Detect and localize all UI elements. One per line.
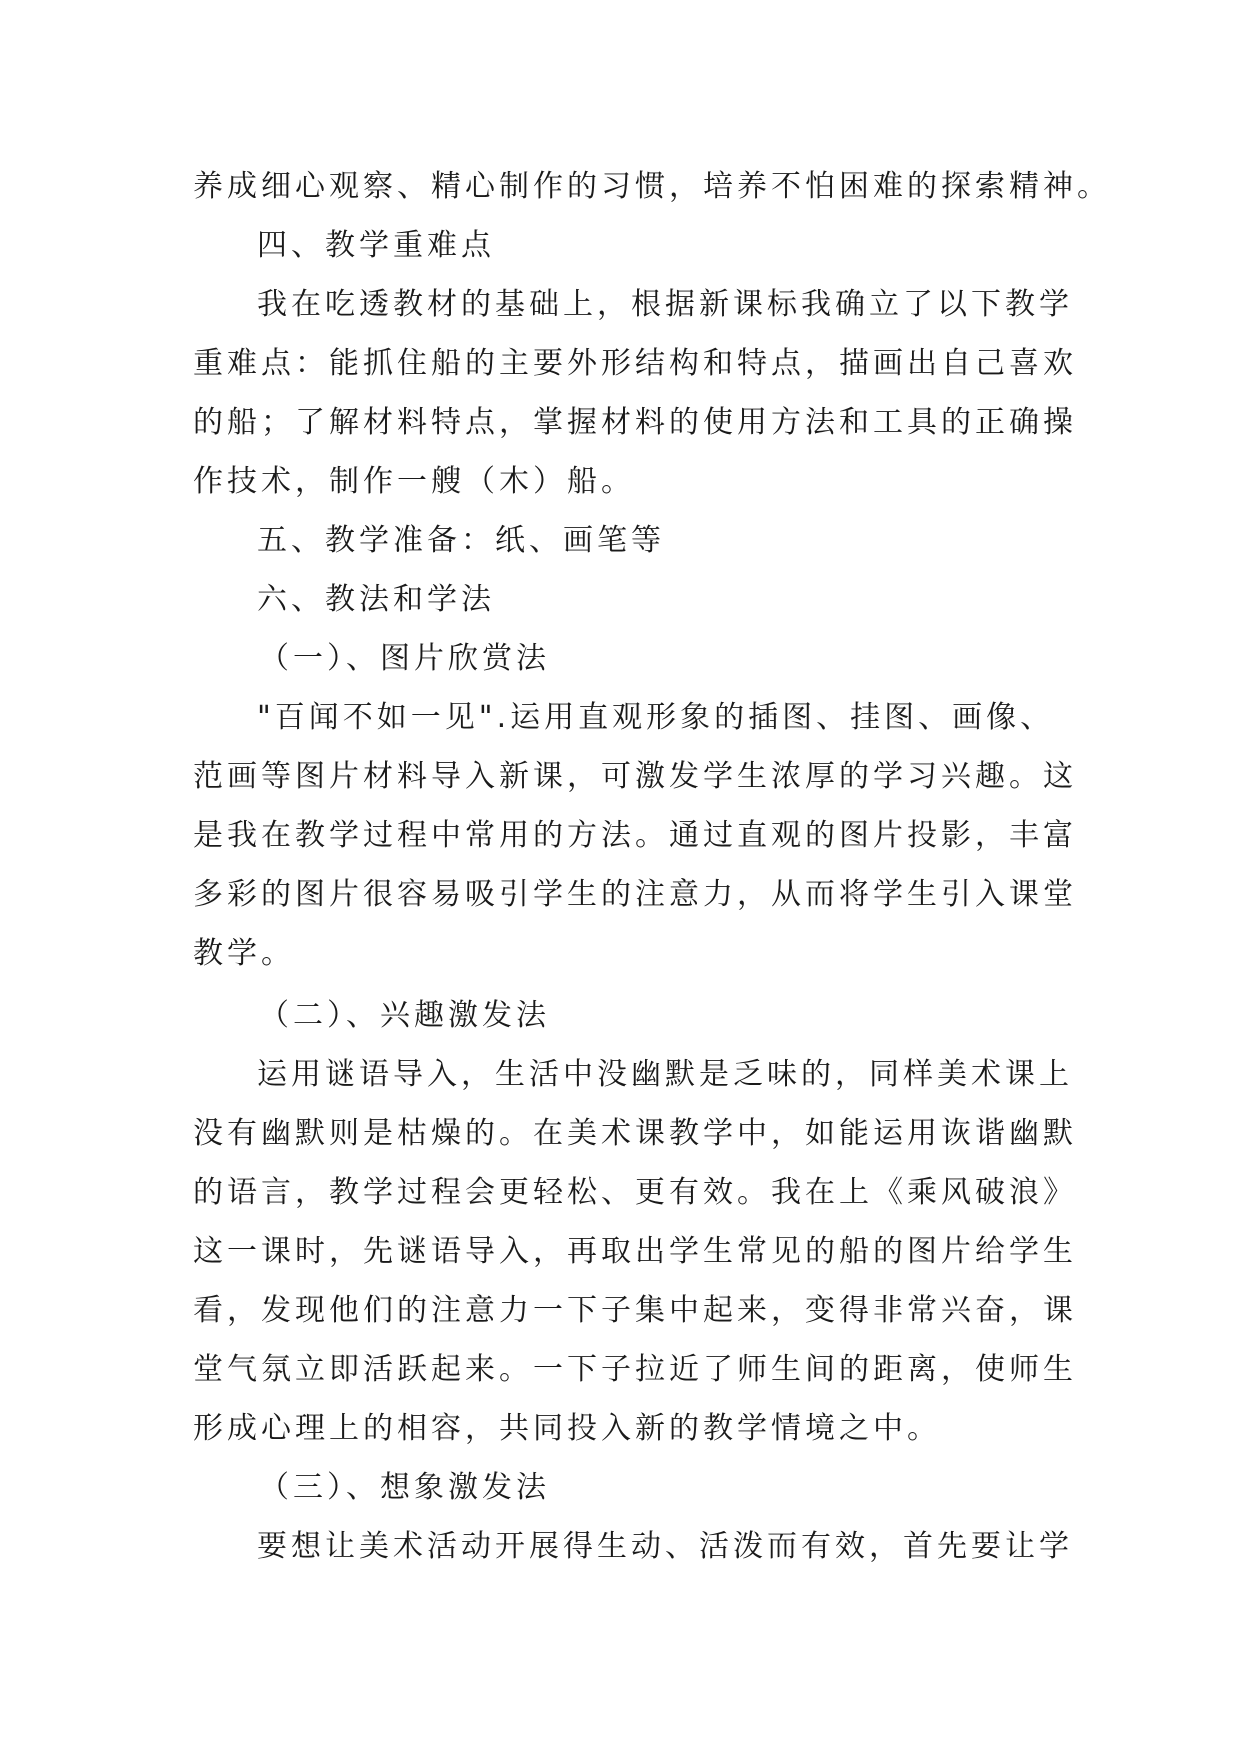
subsection-heading-3: （三）、想象激发法 — [259, 1470, 550, 1505]
subsection-heading-2: （二）、兴趣激发法 — [259, 998, 550, 1033]
paragraph-line: 多彩的图片很容易吸引学生的注意力，从而将学生引入课堂 — [193, 877, 1077, 912]
paragraph-line: "百闻不如一见".运用直观形象的插图、挂图、画像、 — [257, 700, 1055, 735]
paragraph-line: 这一课时，先谜语导入，再取出学生常见的船的图片给学生 — [193, 1234, 1077, 1269]
subsection-heading-1: （一）、图片欣赏法 — [259, 641, 550, 676]
paragraph-line: 养成细心观察、精心制作的习惯，培养不怕困难的探索精神。 — [193, 169, 1111, 204]
paragraph-line: 教学。 — [193, 936, 295, 971]
paragraph-line: 形成心理上的相容，共同投入新的教学情境之中。 — [193, 1411, 941, 1446]
paragraph-line: 的语言，教学过程会更轻松、更有效。我在上《乘风破浪》 — [193, 1175, 1077, 1210]
paragraph-line: 堂气氛立即活跃起来。一下子拉近了师生间的距离，使师生 — [193, 1352, 1077, 1387]
paragraph-line: 作技术，制作一艘（木）船。 — [193, 464, 635, 499]
paragraph-line: 要想让美术活动开展得生动、活泼而有效，首先要让学 — [257, 1529, 1073, 1564]
section-heading-6: 六、教法和学法 — [257, 582, 495, 617]
paragraph-line: 运用谜语导入，生活中没幽默是乏味的，同样美术课上 — [257, 1057, 1073, 1092]
paragraph-line: 的船；了解材料特点，掌握材料的使用方法和工具的正确操 — [193, 405, 1077, 440]
paragraph-line: 没有幽默则是枯燥的。在美术课教学中，如能运用诙谐幽默 — [193, 1116, 1077, 1151]
document-body — [193, 157, 1111, 1576]
paragraph-line: 看，发现他们的注意力一下子集中起来，变得非常兴奋，课 — [193, 1293, 1077, 1328]
paragraph-line: 重难点：能抓住船的主要外形结构和特点，描画出自己喜欢 — [193, 346, 1077, 381]
paragraph-line: 我在吃透教材的基础上，根据新课标我确立了以下教学 — [257, 287, 1073, 322]
paragraph-line: 是我在教学过程中常用的方法。通过直观的图片投影，丰富 — [193, 818, 1077, 853]
section-heading-5: 五、教学准备：纸、画笔等 — [257, 523, 665, 558]
paragraph-line: 范画等图片材料导入新课，可激发学生浓厚的学习兴趣。这 — [193, 759, 1077, 794]
section-heading-4: 四、教学重难点 — [257, 228, 495, 263]
